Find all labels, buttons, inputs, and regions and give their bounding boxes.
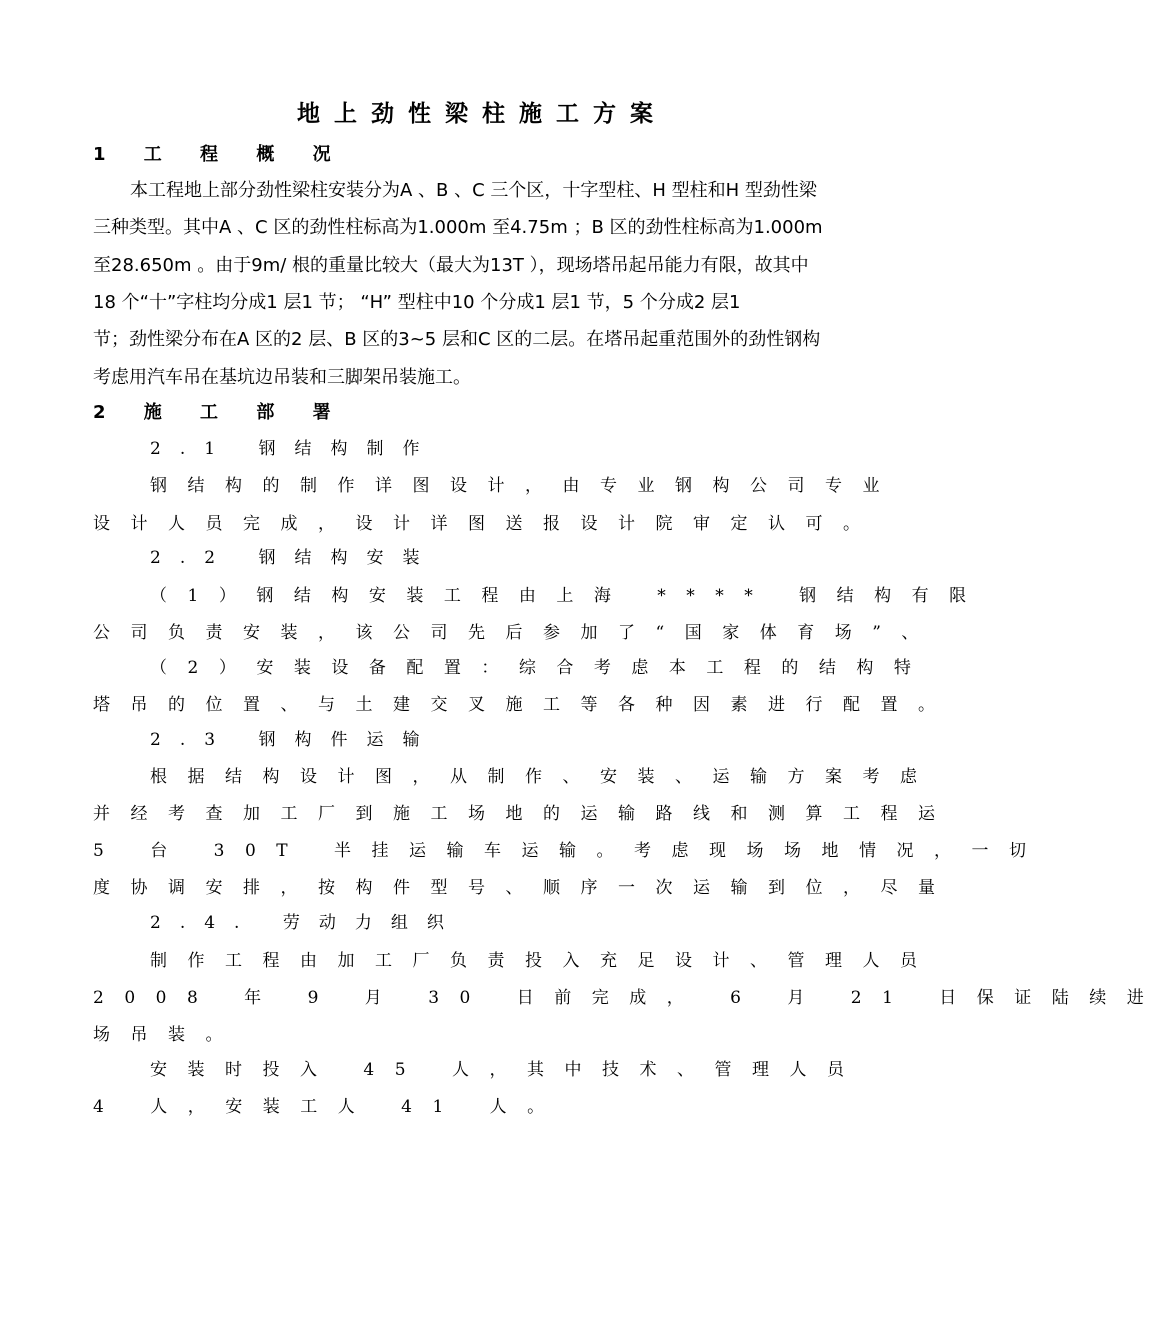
- subsection-2-1-heading: 2.1 钢结构制作: [150, 439, 439, 459]
- section-2-heading: 2 施 工 部 署: [93, 402, 347, 423]
- paragraph-line: 场吊装。: [93, 1025, 243, 1045]
- paragraph-line: 公司负责安装，该公司先后参加了“国家体育场”、: [93, 623, 939, 643]
- paragraph-line: 制作工程由加工厂负责投入充足设计、管理人员: [150, 951, 938, 971]
- paragraph-line: 本工程地上部分劲性梁柱安装分为A 、B 、C 三个区，十字型柱、H 型柱和H 型劲性梁: [130, 180, 817, 201]
- paragraph-line: 根据结构设计图，从制作、安装、运输方案考虑: [150, 767, 938, 787]
- paragraph-line: 并经考查加工厂到施工场地的运输路线和测算工程运: [93, 804, 956, 824]
- paragraph-line: 4 人，安装工人 41 人。: [93, 1097, 565, 1117]
- paragraph-line: （1）钢结构安装工程由上海 **** 钢结构有限: [150, 586, 987, 606]
- paragraph-line: 2008 年 9 月 30 日前完成， 6 月 21 日保证陆续进: [93, 988, 1164, 1008]
- paragraph-line: 5 台 30T 半挂运输车运输。考虑现场场地情况，一切: [93, 841, 1047, 861]
- paragraph-line: 三种类型。其中A 、C 区的劲性柱标高为1.000m 至4.75m ；B 区的劲性柱标高为1.000m: [93, 217, 823, 238]
- paragraph-line: 至28.650m 。由于9m/ 根的重量比较大（最大为13T ），现场塔吊起吊能力有限，故其中: [93, 255, 809, 276]
- subsection-2-2-heading: 2.2 钢结构安装: [150, 548, 439, 568]
- section-1-heading: 1 工 程 概 况: [93, 144, 347, 165]
- paragraph-line: 塔吊的位置、与土建交叉施工等各种因素进行配置。: [93, 695, 956, 715]
- paragraph-line: 钢结构的制作详图设计，由专业钢构公司专业: [150, 476, 900, 496]
- paragraph-line: 考虑用汽车吊在基坑边吊装和三脚架吊装施工。: [93, 367, 471, 388]
- paragraph-line: （2）安装设备配置：综合考虑本工程的结构特: [150, 658, 932, 678]
- paragraph-line: 设计人员完成，设计详图送报设计院审定认可。: [93, 514, 881, 534]
- subsection-2-3-heading: 2.3 钢构件运输: [150, 730, 439, 750]
- paragraph-line: 节；劲性梁分布在A 区的2 层、B 区的3~5 层和C 区的二层。在塔吊起重范围外的劲性钢构: [93, 329, 821, 350]
- page-title: 地上劲性梁柱施工方案: [297, 101, 667, 127]
- paragraph-line: 安装时投入 45 人，其中技术、管理人员: [150, 1060, 865, 1080]
- paragraph-line: 18 个“十”字柱均分成1 层1 节； “H” 型柱中10 个分成1 层1 节，5 个分成2 层1: [93, 292, 741, 313]
- subsection-2-4-heading: 2.4. 劳动力组织: [150, 913, 463, 933]
- paragraph-line: 度协调安排，按构件型号、顺序一次运输到位，尽量: [93, 878, 956, 898]
